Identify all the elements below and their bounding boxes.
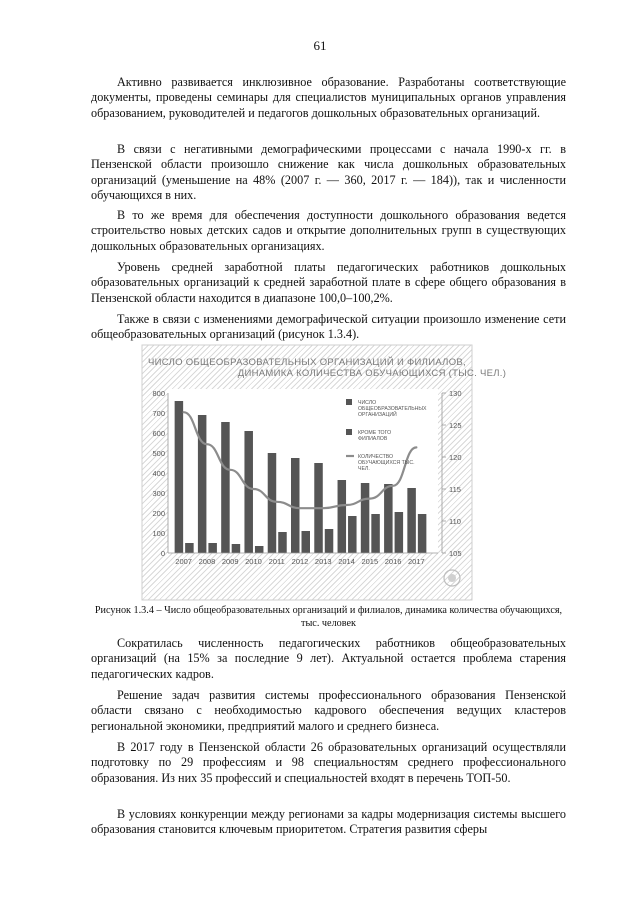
bar-organizations (291, 458, 300, 553)
right-tick-label: 115 (449, 485, 461, 494)
right-tick-label: 130 (449, 389, 462, 398)
left-tick-label: 700 (152, 409, 165, 418)
x-tick-label: 2016 (384, 557, 402, 566)
figure-chart (142, 345, 507, 600)
left-tick-label: 800 (152, 389, 165, 398)
bar-organizations (361, 483, 370, 553)
stamp-icon (444, 570, 460, 586)
bar-organizations (384, 484, 393, 553)
paragraph-salary-level: Уровень средней заработной платы педагогических работников дошкольных образовательных организаций к средней заработной плате в сфере общего образования в Пензенской области находится в диапазоне 100,0–100,2%. (91, 260, 566, 305)
bar-branches (185, 543, 194, 553)
legend-swatch-bar (346, 429, 352, 435)
bar-branches (325, 529, 334, 553)
right-tick-label: 110 (449, 517, 461, 526)
x-tick-label: 2012 (291, 557, 309, 566)
bar-organizations (244, 431, 253, 553)
x-tick-label: 2010 (245, 557, 262, 566)
page-number: 61 (313, 38, 327, 53)
bar-organizations (175, 401, 184, 553)
left-tick-label: 300 (152, 489, 165, 498)
paragraph-2017-training: В 2017 году в Пензенской области 26 образовательных организаций осуществляли подготовку по 29 профессиям и 98 специальностям среднего профессионального образования. Из них 35 профессий и специальностей входят в перечень ТОП-50. (91, 740, 566, 785)
chart-svg (142, 345, 507, 600)
bar-branches (395, 512, 404, 553)
left-tick-label: 400 (152, 469, 165, 478)
bar-organizations (407, 488, 416, 553)
bar-branches (278, 532, 287, 553)
x-tick-label: 2017 (408, 557, 425, 566)
right-tick-label: 125 (449, 421, 462, 430)
left-tick-label: 0 (160, 549, 165, 558)
bar-branches (255, 546, 263, 553)
chart-title-line-1: ЧИСЛО ОБЩЕОБРАЗОВАТЕЛЬНЫХ ОРГАНИЗАЦИЙ И ФИЛИАЛОВ, (148, 357, 466, 368)
right-tick-label: 105 (449, 549, 462, 558)
bar-organizations (338, 480, 347, 553)
bar-branches (302, 531, 311, 553)
x-tick-label: 2007 (175, 557, 192, 566)
paragraph-inclusive-education: Активно развивается инклюзивное образование. Разработаны соответствующие документы, проведены семинары для специалистов муниципальных органов управления образованием, руководителей и педагогов дошкольных образовательных организаций. (91, 75, 566, 120)
legend-label: КРОМЕ ТОГО ФИЛИАЛОВ (358, 430, 392, 442)
x-tick-label: 2013 (314, 557, 332, 566)
x-tick-label: 2014 (338, 557, 355, 566)
bar-organizations (221, 422, 230, 553)
x-tick-label: 2009 (221, 557, 239, 566)
x-tick-label: 2011 (268, 557, 285, 566)
figure-caption: Рисунок 1.3.4 – Число общеобразовательных организаций и филиалов, динамика количества обучающихся, тыс. человек (94, 605, 563, 629)
paragraph-vocational-education: Решение задач развития системы профессионального образования Пензенской области связано с необходимостью кадрового обеспечения ведущих кластеров региональной экономики, предприятий малого и среднего бизнеса. (91, 688, 566, 733)
bar-branches (371, 514, 380, 553)
left-tick-label: 600 (152, 429, 165, 438)
chart-title-line-2: ДИНАМИКА КОЛИЧЕСТВА ОБУЧАЮЩИХСЯ (ТЫС. ЧЕЛ.) (237, 368, 507, 379)
legend-swatch-bar (346, 399, 352, 405)
left-tick-label: 100 (152, 529, 165, 538)
paragraph-teacher-numbers: Сократилась численность педагогических работников общеобразовательных организаций (на 15% за последние 9 лет). Актуальной остается проблема старения педагогических кадров. (91, 636, 566, 681)
bar-branches (232, 544, 241, 553)
x-tick-label: 2008 (198, 557, 216, 566)
paragraph-network-change: Также в связи с изменениями демографической ситуации произошло изменение сети общеобразовательных организаций (рисунок 1.3.4). (91, 312, 566, 342)
paragraph-higher-education: В условиях конкуренции между регионами за кадры модернизация системы высшего образования становится ключевым приоритетом. Стратегия развития сферы (91, 807, 566, 837)
bar-branches (418, 514, 427, 553)
bar-branches (208, 543, 217, 553)
paragraph-kindergarten-construction: В то же время для обеспечения доступности дошкольного образования ведется строительство новых детских садов и открытие дополнительных групп в существующих дошкольных образовательных организациях. (91, 208, 566, 253)
bar-organizations (268, 453, 277, 553)
bar-branches (348, 516, 357, 553)
x-tick-label: 2015 (361, 557, 379, 566)
paragraph-demography-preschool: В связи с негативными демографическими процессами с начала 1990-х гг. в Пензенской области произошло снижение как числа дошкольных образовательных организаций (уменьшение на 48% (2007 г. — 360, 2017 г. — 184)), так и численности обучающихся в них. (91, 142, 566, 203)
left-tick-label: 500 (152, 449, 165, 458)
left-tick-label: 200 (152, 509, 165, 518)
legend-label: ЧИСЛО ОБЩЕОБРАЗОВАТЕЛЬНЫХ ОРГАНИЗАЦИЙ (358, 400, 427, 418)
legend-label: КОЛИЧЕСТВО ОБУЧАЮЩИХСЯ ТЫС. ЧЕЛ. (358, 454, 415, 472)
right-tick-label: 120 (449, 453, 462, 462)
